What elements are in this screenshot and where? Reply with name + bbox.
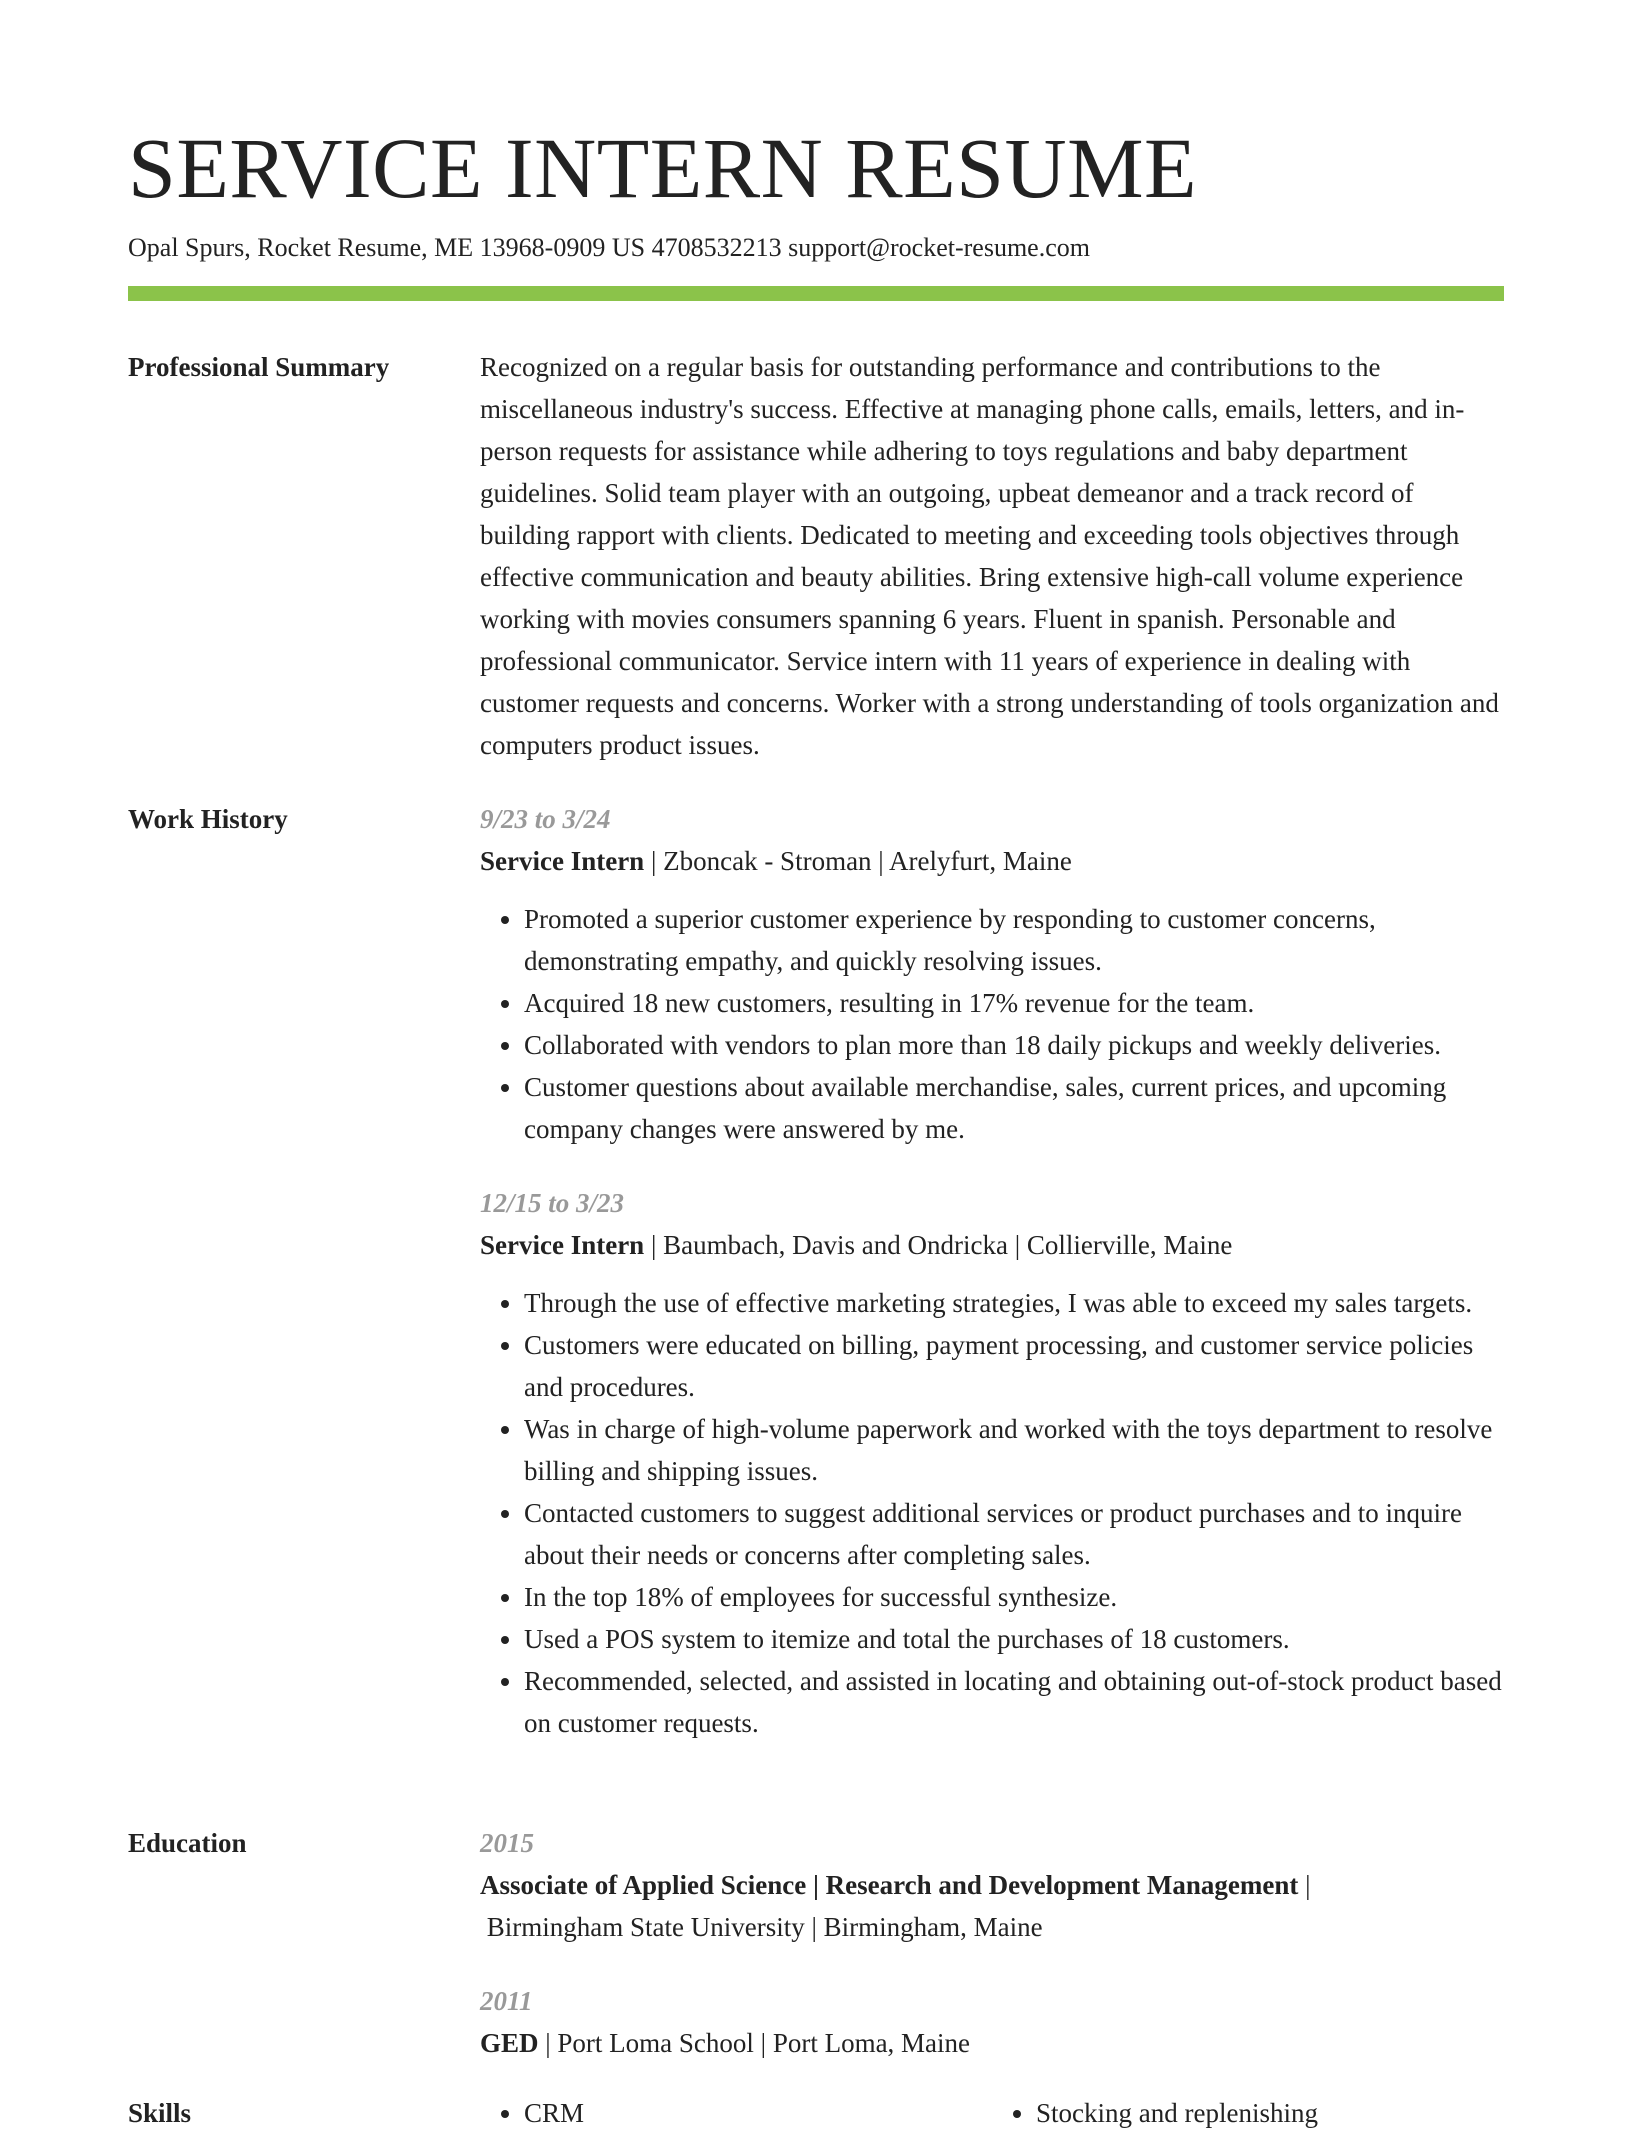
education-school: | Port Loma School | Port Loma, Maine <box>538 2028 971 2058</box>
list-item: • Customers were educated on billing, payment processing, and customer service policies and procedures. <box>524 1324 1504 1408</box>
header-divider <box>128 286 1504 301</box>
education-heading: Education <box>128 1828 247 1858</box>
list-item: • Contacted customers to suggest additional services or product purchases and to inquire about their needs or concerns after completing sales. <box>524 1492 1504 1576</box>
job-heading <box>480 840 1504 882</box>
skills-heading: Skills <box>128 2098 192 2128</box>
education-separator: | <box>1298 1870 1311 1900</box>
education-degree: GED <box>480 2028 539 2058</box>
education-degree-line <box>480 1864 1504 1906</box>
list-item: • Collaborated with vendors to plan more than 18 daily pickups and weekly deliveries. <box>524 1024 1504 1066</box>
job-title: Service Intern <box>480 846 645 876</box>
list-item: • Was in charge of high-volume paperwork and worked with the toys department to resolve billing and shipping issues. <box>524 1408 1504 1492</box>
job-date: 12/15 to 3/23 <box>480 1188 625 1218</box>
job-details: | Zboncak - Stroman | Arelyfurt, Maine <box>644 846 1072 876</box>
summary-text: Recognized on a regular basis for outstanding performance and contributions to the miscellaneous industry's success. Effective at managing phone calls, emails, letters, and in-person requests for assistance while adhering to toys regulations and baby department guidelines. Solid team player with an outgoing, upbeat demeanor and a track record of building rapport with clients. Dedicated to meeting and exceeding tools objectives through effective communication and beauty abilities. Bring extensive high-call volume experience working with movies consumers spanning 6 years. Fluent in spanish. Personable and professional communicator. Service intern with 11 years of experience in dealing with customer requests and concerns. Worker with a strong understanding of tools organization and computers product issues. <box>480 352 1499 760</box>
list-item: • Customer questions about available merchandise, sales, current prices, and upcoming company changes were answered by me. <box>524 1066 1504 1150</box>
education-school: Birmingham State University | Birmingham, Maine <box>480 1912 1043 1942</box>
list-item: • Through the use of effective marketing strategies, I was able to exceed my sales targets. <box>524 1282 1504 1324</box>
skills-grid <box>480 2092 1504 2134</box>
list-item: • Recommended, selected, and assisted in locating and obtaining out-of-stock product based on customer requests. <box>524 1660 1504 1744</box>
work-history-body <box>480 798 1504 1776</box>
summary-heading: Professional Summary <box>128 352 390 382</box>
skills-column <box>480 2092 992 2134</box>
resume-title: SERVICE INTERN RESUME <box>128 120 1198 216</box>
job-bullets <box>480 1282 1504 1744</box>
job-heading <box>480 1224 1504 1266</box>
list-item: • In the top 18% of employees for successful synthesize. <box>524 1576 1504 1618</box>
work-history-heading: Work History <box>128 804 288 834</box>
job-bullets <box>480 898 1504 1150</box>
contact-line: Opal Spurs, Rocket Resume, ME 13968-0909 US 4708532213 support@rocket-resume.com <box>128 233 1090 262</box>
education-body <box>480 1822 1504 2096</box>
skill-item: • CRM <box>524 2092 992 2134</box>
list-item: • Acquired 18 new customers, resulting in 17% revenue for the team. <box>524 982 1504 1024</box>
summary-body <box>480 346 1504 766</box>
job-details: | Baumbach, Davis and Ondricka | Collierville, Maine <box>644 1230 1233 1260</box>
job-entry <box>480 1182 1504 1744</box>
skills-column <box>992 2092 1504 2134</box>
job-title: Service Intern <box>480 1230 645 1260</box>
education-degree: Associate of Applied Science | Research and Development Management <box>480 1870 1299 1900</box>
education-entry <box>480 1822 1504 1948</box>
skills-body <box>480 2092 1504 2134</box>
job-entry <box>480 798 1504 1150</box>
education-entry <box>480 1980 1504 2064</box>
education-date: 2011 <box>480 1986 533 2016</box>
education-date: 2015 <box>480 1828 534 1858</box>
list-item: • Promoted a superior customer experience by responding to customer concerns, demonstrating empathy, and quickly resolving issues. <box>524 898 1504 982</box>
education-degree-line <box>480 2022 1504 2064</box>
job-date: 9/23 to 3/24 <box>480 804 611 834</box>
skill-item: • Stocking and replenishing <box>1036 2092 1504 2134</box>
list-item: • Used a POS system to itemize and total the purchases of 18 customers. <box>524 1618 1504 1660</box>
